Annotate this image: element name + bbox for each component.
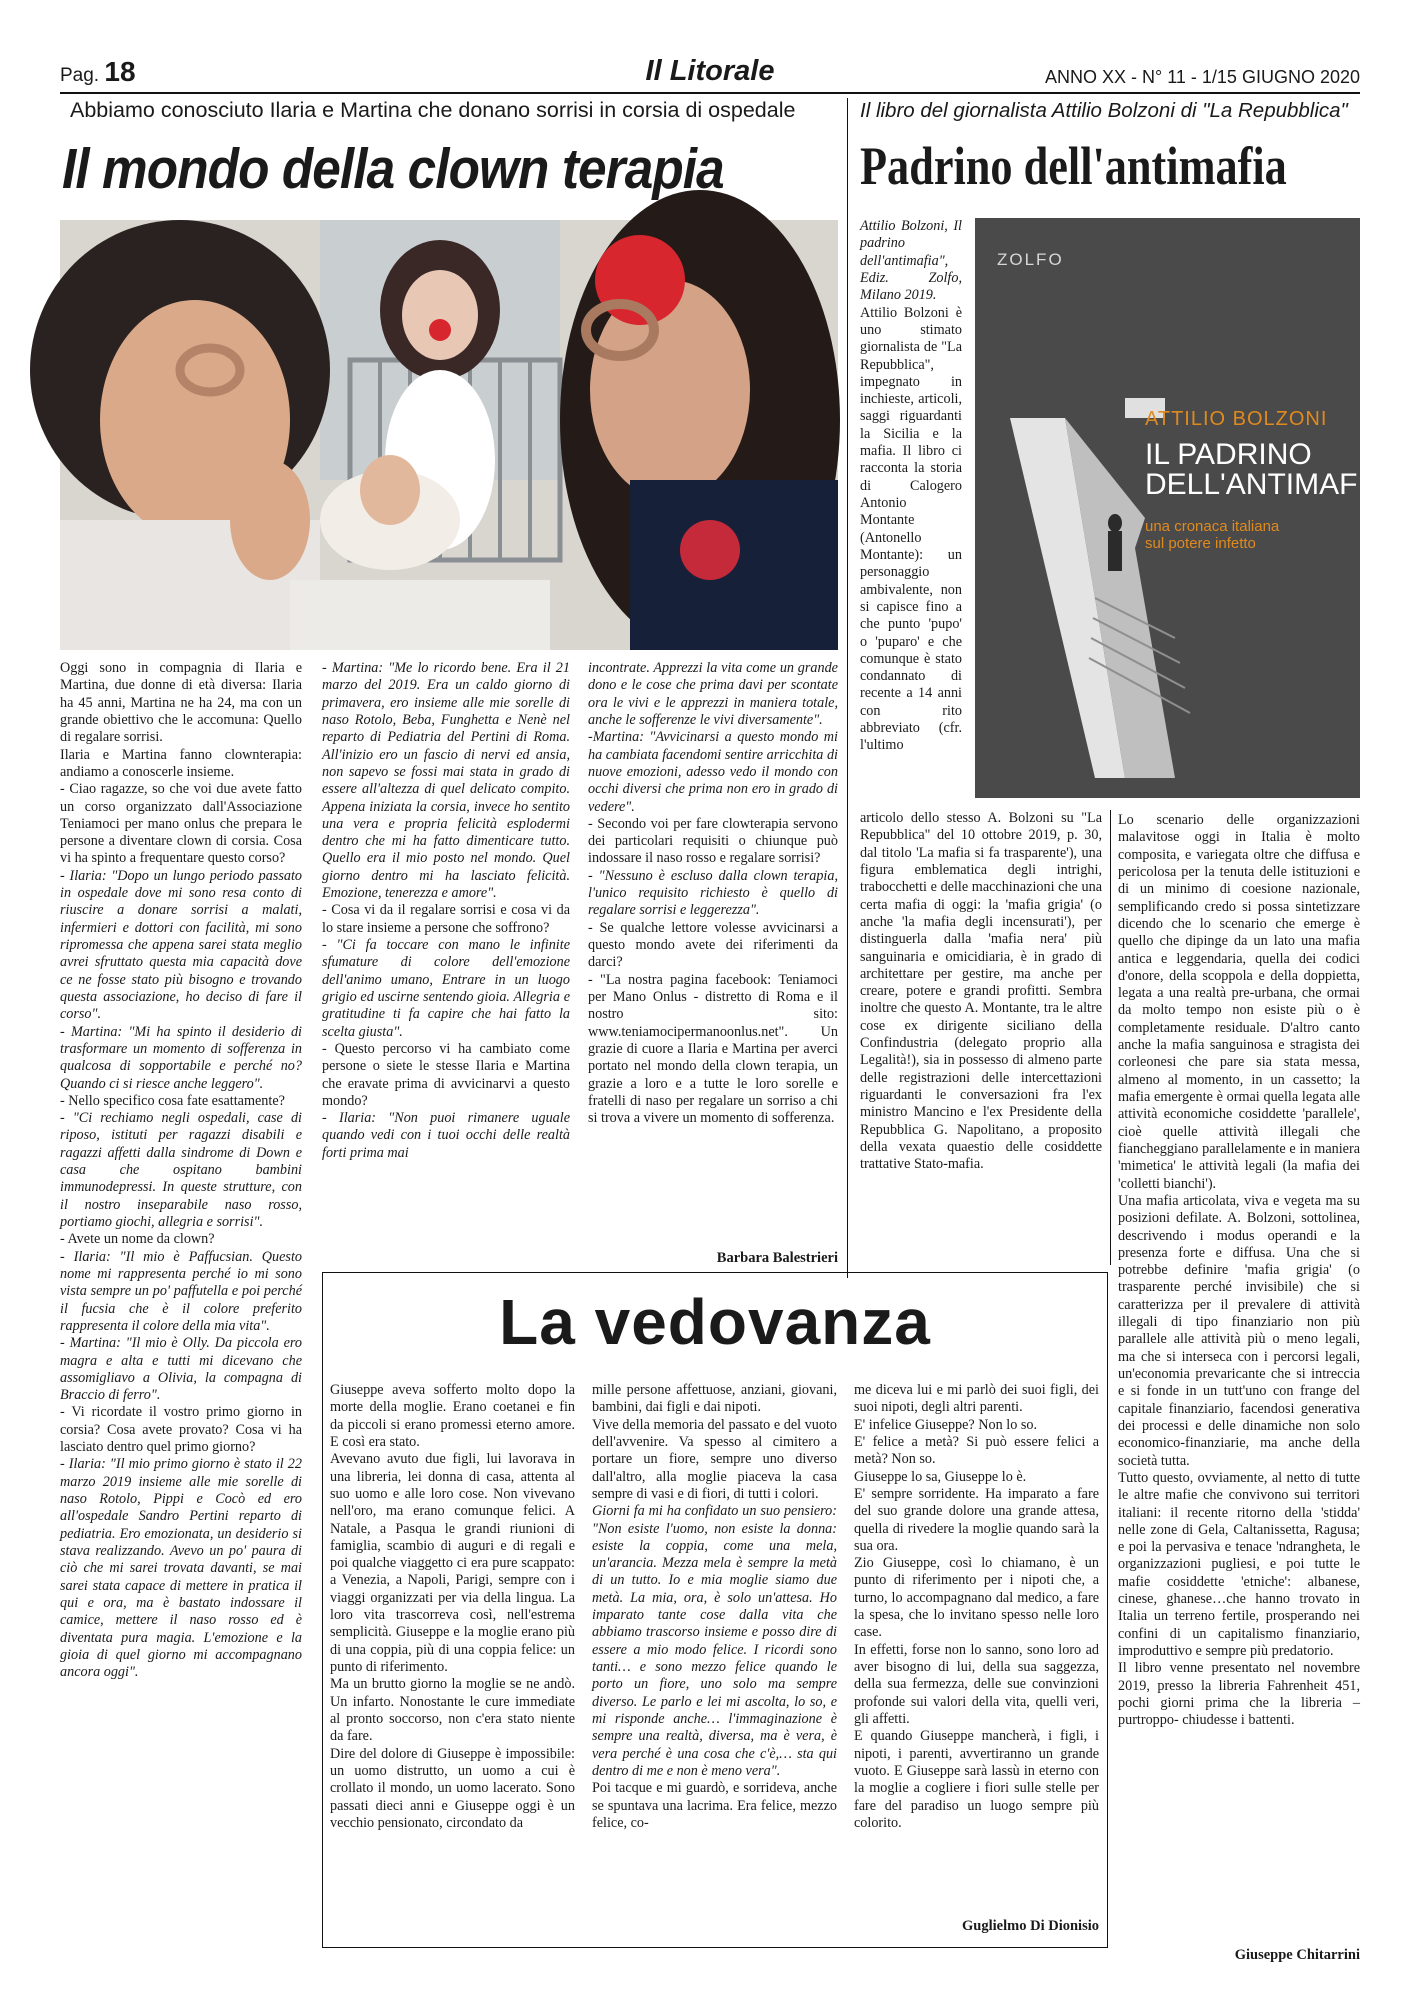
clown-col3-p2: -Martina: "Avvicinarsi a questo mondo mi ha cambiata facendomi sentire arricchita di nuove emozioni, adesso vedo il mondo con occhi diversi che prima non ero in grado di vedere". [588, 729, 838, 815]
pag-label: Pag. [60, 65, 100, 86]
clown-photo [60, 220, 838, 650]
clown-col1-p8: - Avete un nome da clown? [60, 1231, 215, 1248]
vedovanza-col2-p4: Poi tacque e mi guardò, e sorridevа, anche se spuntava una lacrima. Era felice, mezzo felice, co- [592, 1780, 837, 1831]
clown-kicker: Abbiamo conosciuto Ilaria e Martina che donano sorrisi in corsia di ospedale [70, 98, 796, 122]
clown-col3-p3: - Secondo voi per fare clowterapia servono dei particolari requisiti o chiunque può indossare il naso rosso e regalare sorrisi? [588, 815, 838, 867]
antimafia-column-right [1118, 812, 1360, 1942]
clown-col1-p3: - Ciao ragazze, so che voi due avete fatto un corso organizzato dall'Associazione Teniamoci per mano onlus che prepara le persone a diventare clown di corsia. Cosa vi ha spinto a frequentare questo corso? [60, 781, 302, 867]
clown-col1-p9: - Ilaria: "Il mio è Paffucsian. Questo nome mi rappresenta perché io mi sono vista sempre un po' paffutella e poi perché il fucsia che è il colore preferito rappresenta il colore della mia vita". [60, 1248, 302, 1334]
clown-col1-p6: - Nello specifico cosa fate esattamente? [60, 1092, 285, 1109]
book-subtitle-line1: una cronaca italiana [1145, 518, 1280, 535]
vedovanza-column-2 [592, 1382, 837, 1922]
clown-title: Il mondo della clown terapia [62, 137, 724, 201]
antimafia-signature: Giuseppe Chitarrini [1234, 1947, 1360, 1963]
book-subtitle-line2: sul potere infetto [1145, 535, 1256, 553]
vedovanza-col3-p1: me diceva lui e mi parlò dei suoi figli, dei suoi nipoti, degli altri parenti. [854, 1382, 1099, 1416]
vedovanza-signature: Guglielmo Di Dionisio [962, 1918, 1099, 1934]
clown-col2-p2: - Cosa vi da il regalare sorrisi e cosa vi da lo stare insieme a persone che soffrono? [322, 902, 570, 936]
vedovanza-col3-p4: Giuseppe lo sa, Giuseppe lo è. [854, 1468, 1027, 1485]
clown-column-1 [60, 660, 302, 1940]
vedovanza-col3-p7: In effetti, forse non lo sanno, sono loro ad aver bisogno di lui, della sua saggezza, della sua fermezza, delle sue convinzioni profonde sui valori della vita, quelli veri, gli affetti. [854, 1641, 1099, 1727]
clown-column-2 [322, 660, 570, 1260]
clown-col1-p2: Ilaria e Martina fanno clownterapia: andiamo a conoscerle insieme. [60, 746, 302, 780]
masthead-rule [60, 92, 1360, 94]
vedovanza-col3-p2: E' infelice Giuseppe? Non lo so. [854, 1416, 1038, 1433]
column-divider [847, 98, 848, 1278]
vedovanza-column-1 [330, 1382, 575, 1922]
clown-col3-p6: - "La nostra pagina facebook: Teniamoci per Mano Onlus - distretto di Roma e il nostro sito: www.teniamocipermanoonlus.net". Un grazie di cuore a Ilaria e Martina per averci portato nel mondo della clown terapia, un grazie a loro e a tutte le loro sorelle e fratelli di naso per regalare un sorriso a chi si trova a vivere un momento di sofferenza. [588, 971, 838, 1127]
antimafia-kicker: Il libro del giornalista Attilio Bolzoni di "La Repubblica" [860, 99, 1348, 122]
vedovanza-col1-p4: Dire del dolore di Giuseppe è impossibile: un uomo distrutto, un uomo a cui è crollato il mondo, un uomo lacerato. Sono passati dieci anni e Giuseppe oggi è un vecchio pensionato, circondato da [330, 1745, 575, 1831]
clown-col2-p4: - Questo percorso vi ha cambiato come persone o siete le stesse Ilaria e Martina che eravate prima di avvicinarvi a questo mondo? [322, 1040, 570, 1109]
vedovanza-col3-p8: E quando Giuseppe mancherà, i figli, i nipoti, i parenti, avvertiranno un grande vuoto. E Giuseppe sarà lassù in eterno con la moglie a cogliere i fiori sulle stelle per fare del paradiso un luogo sempre più colorito. [854, 1728, 1099, 1831]
antimafia-title: Padrino dell'antimafia [860, 136, 1287, 196]
page-number: 18 [104, 56, 136, 87]
vedovanza-column-3 [854, 1382, 1099, 1897]
clown-col2-p3: - "Ci fa toccare con mano le infinite sfumature di colore dell'emozione dell'animo umano, Entrare in un luogo grigio ed uscirne sentendo gioia. Allegria e gratitudine ti fa capire che hai fatto la scelta giusta". [322, 937, 570, 1040]
clown-col1-p10: - Martina: "Il mio è Olly. Da piccola ero magra e alta e tutti mi dicevano che assomigliavo a Olivia, la compagna di Braccio di ferro". [60, 1335, 302, 1404]
clown-col1-p1: Oggi sono in compagnia di Ilaria e Martina, due donne di età diversa: Ilaria ha 45 anni, Martina ne ha 24, ma con un grande obiettivo che le accomuna: Quello di regalare sorrisi. [60, 660, 302, 746]
clown-col3-p4: - "Nessuno è escluso dalla clown terapia, l'unico requisito richiesto è quello di regalare sorrisi e leggerezza". [588, 867, 838, 919]
clown-photo-illustration [60, 220, 838, 650]
clown-column-3 [588, 660, 838, 1245]
antimafia-left-text: articolo dello stesso A. Bolzoni su "La Repubblica" del 10 ottobre 2019, p. 30, dal titolo 'La mafia si fa trasparente'), una figura emblematica degli intrighi, trabocchetti e delle macchinazioni che una certa mafia di oggi: la 'mafia grigia' (o anche 'la mafia degli incensurati'), per distinguerla dalla 'mafia nera' più sanguinaria e omicidiaria, è in grado di architettare per gestire, ma anche per creare, potere e grandi profitti. Sembra inoltre che questo A. Montante, tra le altre cose ex dirigente siciliano della Confindustria (delegato proprio alla Legalità!), sia in possesso di almeno parte delle registrazioni delle intercettazioni riguardanti le conversazioni fra l'ex ministro Mancino e l'ex Presidente della Repubblica G. Napolitano, a proposito della vexata quaestio delle cosiddette trattative Stato-mafia. [860, 810, 1102, 1173]
vedovanza-col3-p6: Zio Giuseppe, così lo chiamano, è un punto di riferimento per i nipoti che, a turno, lo accompagnano dal medico, a fare la spesa, che lo invitano spesso nelle loro case. [854, 1555, 1099, 1641]
clown-col1-p7: - "Ci rechiamo negli ospedali, case di riposo, istituti per ragazzi disabili e ragazzi affetti dalla sindrome di Down e casa che ospitano bambini immunodepressi. In queste strutture, con il nostro inseparabile naso rosso, portiamo giochi, allegria e sorrisi". [60, 1110, 302, 1230]
vedovanza-col3-p5: E' sempre sorridente. Ha imparato a fare del suo grande dolore una grande attesa, quella di rivedere la moglie quando sarà la sua ora. [854, 1485, 1099, 1554]
vedovanza-col3-p3: E' felice a metà? Si può essere felici a metà? Non so. [854, 1433, 1099, 1468]
clown-col1-p12: - Ilaria: "Il mio primo giorno è stato il 22 marzo 2019 insieme alle mie sorelle di naso Rotolo, Pippi e Cocò ed ero all'ospedale Sandro Pertini reparto di pediatria. Ero emozionata, un desiderio si stava realizzando. Avevo un po' paura di ciò che mi sarei trovata davanti, se mai sarei stata capace di mettere in pratica il qui e ora, ma è bastato indossare il camice, mettere il naso rosso ed è diventata pura magia. L'emozione e la gioia di quel giorno mi accompagnano ancora oggi". [60, 1456, 302, 1681]
book-author: ATTILIO BOLZONI [1145, 408, 1328, 430]
vedovanza-col1-p3: Ma un brutto giorno la moglie se ne andò. Un infarto. Nonostante le cure immediate al pronto soccorso, non c'era stato niente da fare. [330, 1676, 575, 1745]
antimafia-narrow-text: Attilio Bolzoni è uno stimato giornalista de "La Repubblica", impegnato in inchieste, articoli, saggi riguardanti la Sicilia e la mafia. Il libro ci racconta la storia di Calogero Antonio Montante (Antonello Montante): un personaggio ambivalente, non si capisce fino a che punto 'pupo' o 'puparo' e che comunque è stato condannato di recente a 14 anni con rito abbreviato (cfr. l'ultimo [860, 304, 962, 754]
antimafia-right-p2: Una mafia articolata, viva e vegeta ma su posizioni defilate. A. Bolzoni, sottolinea, descrivendo i modus operandi e la presenza forte e diffusa. Una che si potrebbe definire 'mafia grigia' (o trasparente perché invisibile) che si caratterizza per il prevalere di attività illegali di tipo finanziario non più parallele alle attività più o meno legali, ma che si interseca con i percorsi legali, un'economia prevaricante che si intreccia e si fonde in un tutt'uno con frange del capitale finanziario, facendosi generativa dei processi e delle dinamiche non solo economico-finanziarie, ma anche della società tutta. [1118, 1192, 1360, 1469]
clown-col2-p5: - Ilaria: "Non puoi rimanere uguale quando vedi con i tuoi occhi delle realtà forti prima mai [322, 1110, 570, 1161]
clown-col3-p5: - Se qualche lettore volesse avvicinarsi a questo mondo avete dei riferimenti da darci? [588, 919, 838, 971]
antimafia-inner-divider [1110, 810, 1111, 1265]
vedovanza-col2-p2: Vive della memoria del passato e del vuoto dell'avvenire. Va spesso al cimitero a portare un fiore, sempre uno diverso dall'altro, alla moglie piaceva la casa sempre di vasi e di fiori, di tutti i colori. [592, 1416, 837, 1502]
vedovanza-col2-p1: mille persone affettuose, anziani, giovani, bambini, dai figli e dai nipoti. [592, 1382, 837, 1416]
clown-col1-p11: - Vi ricordate il vostro primo giorno in corsia? Cosa avete provato? Cosa vi ha lasciato dentro quel primo giorno? [60, 1404, 302, 1456]
antimafia-narrow-column [860, 218, 962, 808]
clown-col1-p4: - Ilaria: "Dopo un lungo periodo passato in ospedale dove mi sono resa conto di riuscire a donare sorrisi a malati, infermieri e dottori con facilità, mi sono ripromessa che appena sarei stata meglio avrei sfruttato questa mia capacità dove ce ne fosse stato più bisogno e trovando questa associazione, ho deciso di fare il corso". [60, 867, 302, 1023]
clown-col3-p1: incontrate. Apprezzi la vita come un grande dono e le cose che prima davi per scontate ora le vivi e le apprezzi in maniera totale, anche le sofferenze le vivi diversamente". [588, 660, 838, 728]
book-cover [975, 218, 1386, 798]
antimafia-right-p1: Lo scenario delle organizzazioni malavitose oggi in Italia è molto composita, e variegata oltre che diffusa e pericolosa per la tenuta delle istituzioni e di un minimo di coesione nazionale, semplificando credo si possa sintetizzare dicendo che lo scenario che emerge è quello che dipinge da un lato una mafia antica e leggendaria, quella dei codici d'onore, della scoppola e della doppietta, legata a una realtà pre-urbana, che ormai da molto tempo non esiste più o è completamente residuale. D'altro canto anche la mafia sanguinosa e stragista dei corleonesi che pare sia stata messa, almeno al momento, in un cassetto; la mafia emergente è ormai quella legata alle attività economiche cosiddette 'parallele', cioè quelle attività illegali che fiancheggiano parallelamente e in maniera 'mimetica' le attività legali (la mafia dei 'colletti bianchi'). [1118, 812, 1360, 1192]
vedovanza-col1-p1: Giuseppe aveva sofferto molto dopo la morte della moglie. Erano coetanei e fin da piccoli si erano promessi eterno amore. E così era stato. [330, 1382, 575, 1450]
issue-info: ANNO XX - N° 11 - 1/15 GIUGNO 2020 [1045, 67, 1360, 87]
clown-col1-p5: - Martina: "Mi ha spinto il desiderio di trasformare un momento di sofferenza in qualcosa di sopportabile e perché no? Quando ci si riesce anche leggero". [60, 1023, 302, 1092]
clown-col2-p1: - Martina: "Me lo ricordo bene. Era il 21 marzo del 2019. Era un caldo giorno di primavera, ero insieme alle mie sorelle di naso Rotolo, Beba, Funghetta e Nenè nel reparto di Pediatria del Pertini di Roma. All'inizio ero un fascio di nervi ed ansia, non sapevo se fossi mai stata in grado di essere all'altezza di quel delicato compito. Appena iniziata la corsia, invece ho sentito una vera e propria felicità esplodermi dentro che mi ha fatto dimenticare tutto. Quello era il mio posto nel mondo. Quel giorno dentro mi ha lasciato felicità. Emozione, tenerezza e amore". [322, 660, 570, 902]
masthead-pag [60, 56, 136, 88]
antimafia-right-p3: Tutto questo, ovviamente, al netto di tutte le altre mafie che convivono sui territori italiani: il recente ritorno della 'stidda' nelle zone di Gela, Caltanissetta, Ragusa; e poi la pervasiva e tenace 'ndrangheta, le organizzazioni pugliesi, e poi tutte le mafie cosiddette 'etniche': albanese, cinese, ghanese…che hanno trovato in Italia un terreno fertile, prosperando nei confini di un capitalismo finanziario, improduttivo e sempre più predatorio. [1118, 1469, 1360, 1659]
antimafia-column-left [860, 810, 1102, 1265]
book-publisher: ZOLFO [997, 250, 1064, 269]
book-subtitle [1145, 518, 1279, 553]
book-title [1145, 440, 1386, 500]
antimafia-right-p4: Il libro venne presentato nel novembre 2019, presso la libreria Fahrenheit 451, pochi giorni prima che la libreria –purtroppo- chiudesse i battenti. [1118, 1660, 1360, 1729]
book-title-line1: IL PADRINO [1145, 438, 1312, 471]
book-cover-art [975, 218, 1360, 798]
book-caption: Attilio Bolzoni, Il padrino dell'antimafia", Ediz. Zolfo, Milano 2019. [860, 218, 962, 304]
vedovanza-col1-p2: Avevano avuto due figli, lui lavorava in una libreria, lei donna di casa, attenta al suo uomo e alle loro cose. Non vivevano nell'oro, ma erano comunque felici. A Natale, a Pasqua le grandi riunioni di famiglia, scambio di auguri e di regali e poi qualche viaggetto ci era pure scappato: a Venezia, a Napoli, Parigi, sempre con i viaggi organizzati per via della lingua. La loro vita trascorreva così, nell'estrema semplicità. Giuseppe e la moglie erano più di una coppia, più di una coppia felice: un punto di riferimento. [330, 1451, 575, 1675]
vedovanza-col2-p3: Giorni fa mi ha confidato un suo pensiero: "Non esiste l'uomo, non esiste la donna: esiste la coppia, come una mela, un'arancia. Mezza mela è sempre la metà di un tutto. Io e mia moglie siamo due metà. La mia, ora, è solo un'attesa. Ho imparato tante cose dalla vita che abbiamo trascorso insieme e posso dire di essere a mio modo felice. I ricordi sono tanti… e sono mezzo felice quando le porto un fiore, uno solo ma sempre diverso. Le parlo e lei mi ascolta, lo so, e mi risponde anche… l'immaginazione è sempre una realtà, diversa, ma è vera, è vera perché è una cosa che c'è,… sta qui dentro di me e non è meno vera". [592, 1503, 837, 1779]
vedovanza-title: La vedovanza [499, 1286, 931, 1358]
book-title-line2: DELL'ANTIMAFIA [1145, 468, 1386, 501]
clown-signature: Barbara Balestrieri [716, 1250, 838, 1266]
paper-name: Il Litorale [645, 55, 775, 87]
